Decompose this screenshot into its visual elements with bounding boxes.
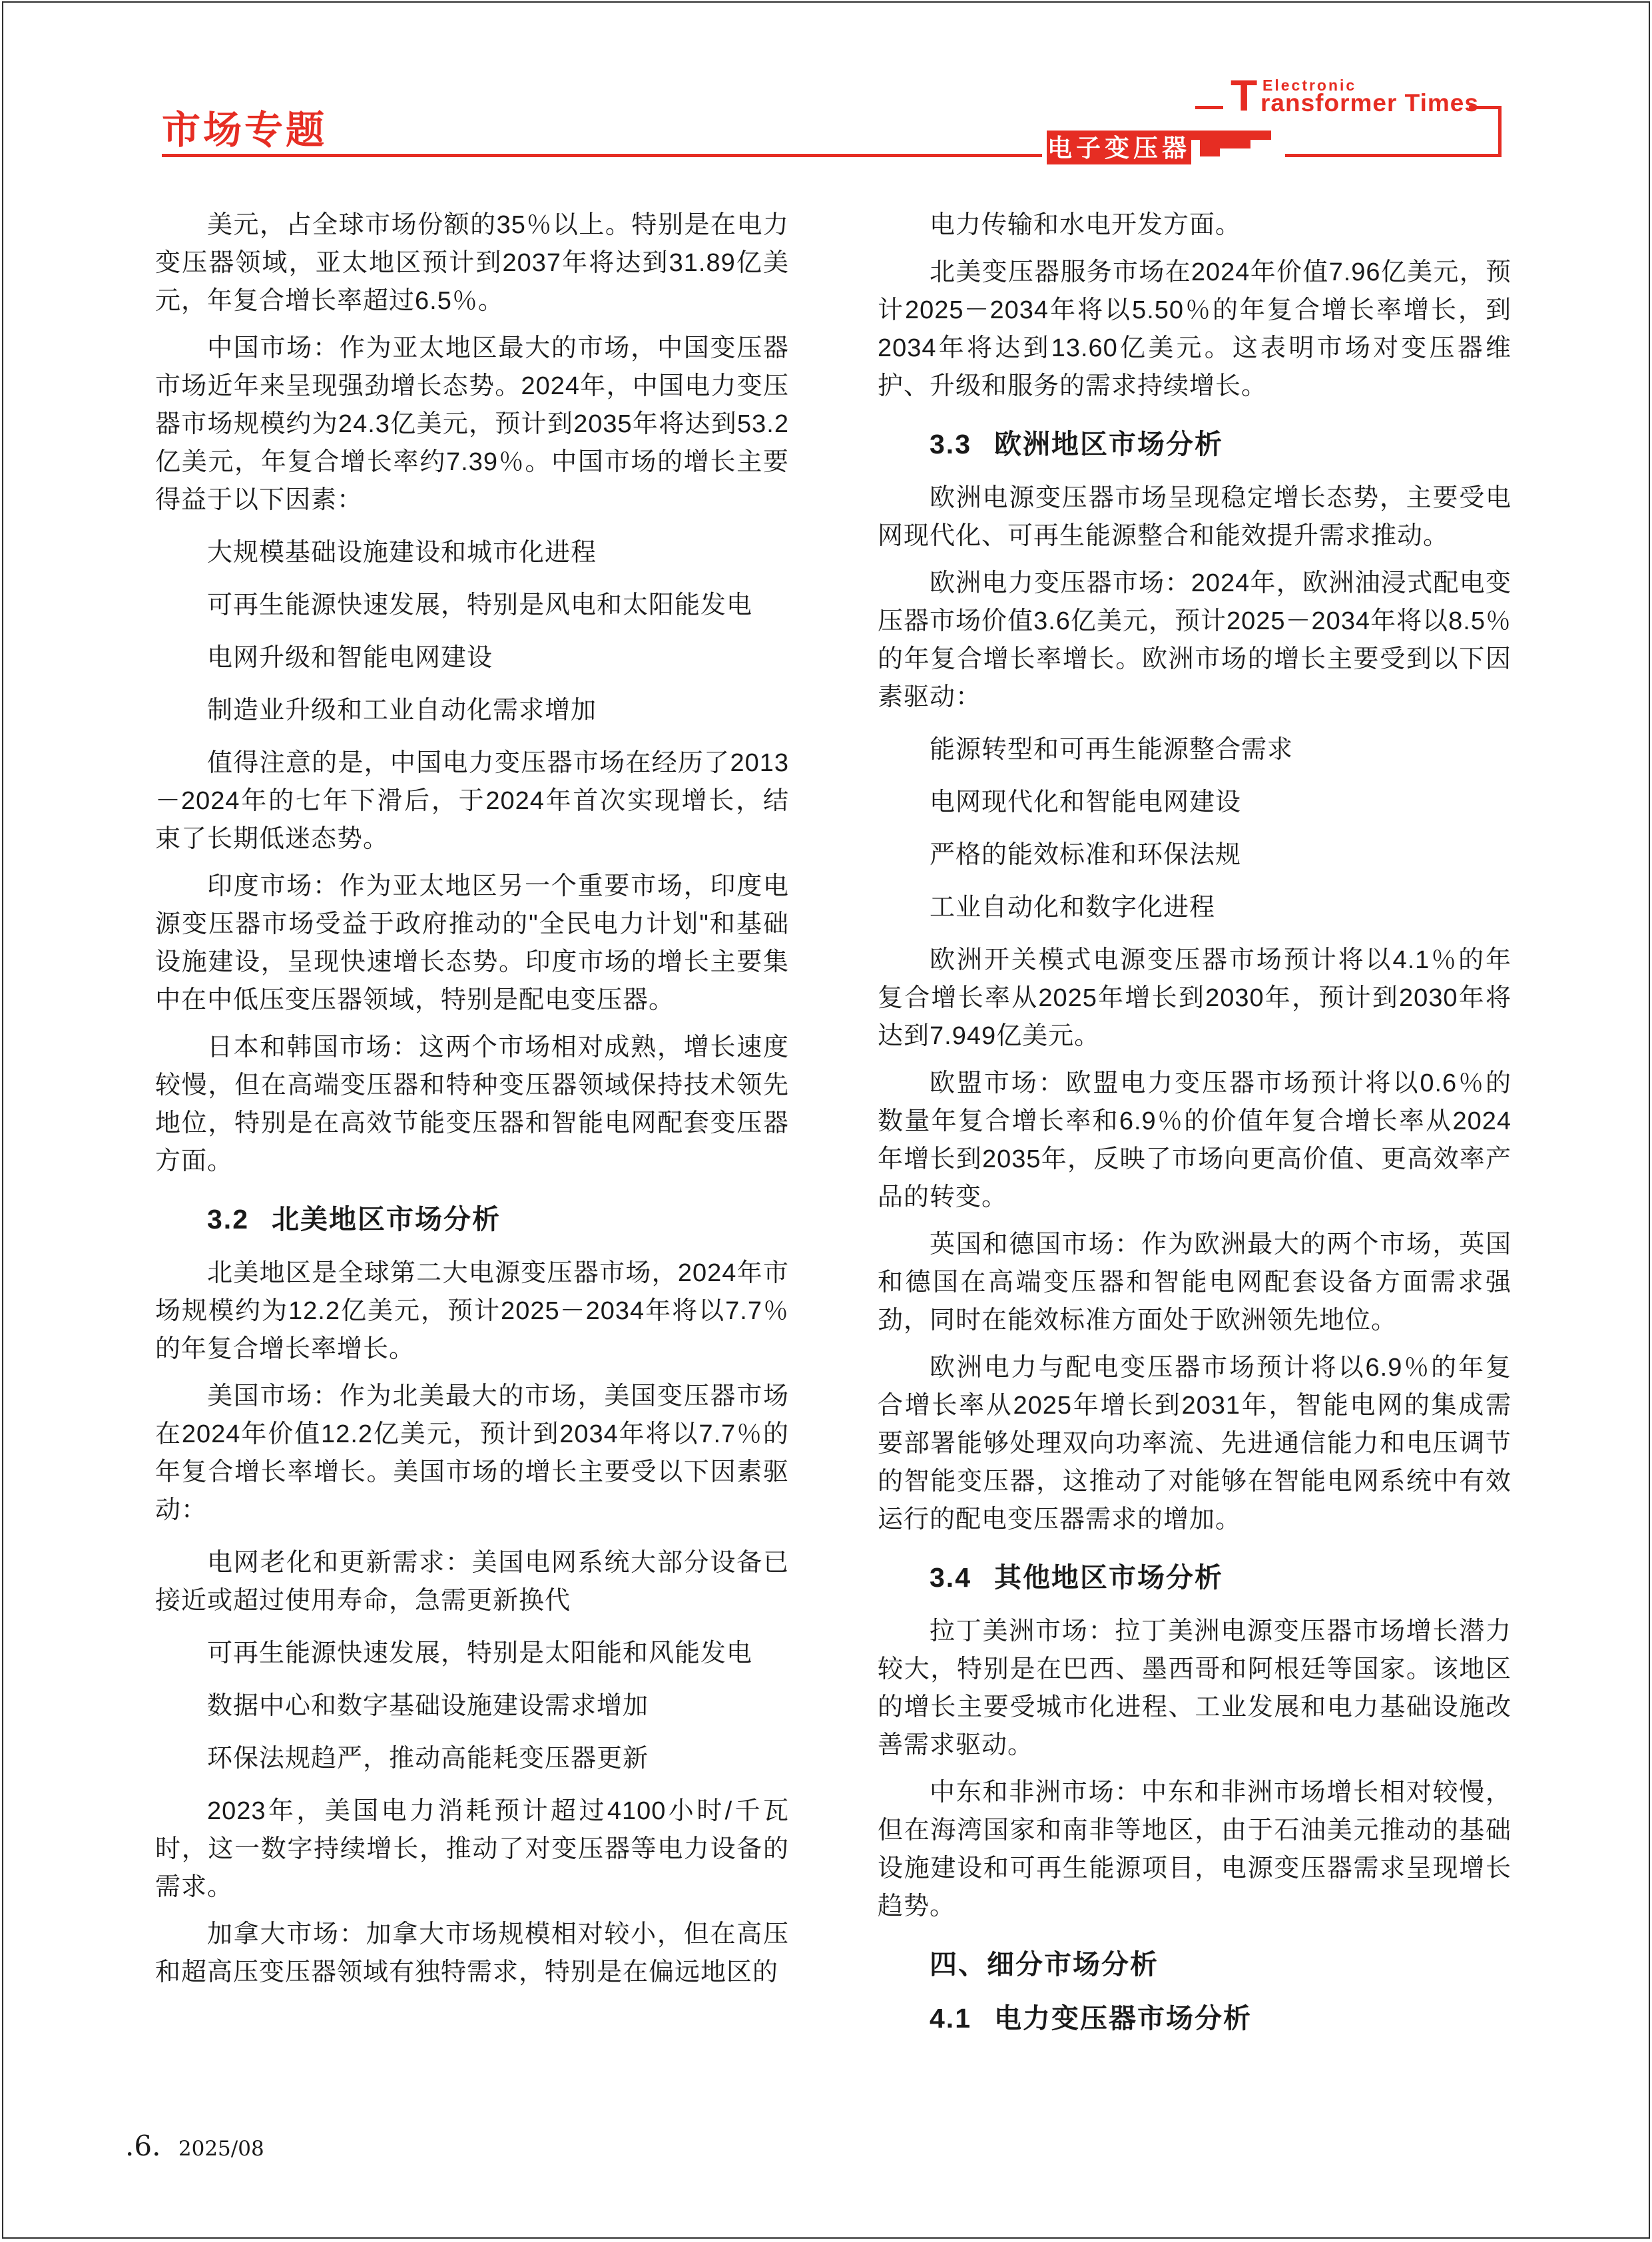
paragraph: 欧盟市场：欧盟电力变压器市场预计将以0.6％的数量年复合增长率和6.9％的价值年复合增长率从2024年增长到2035年，反映了市场向更高价值、更高效率产品的转变。 <box>878 1069 1512 1211</box>
paragraph: 美元，占全球市场份额的35％以上。特别是在电力变压器领域，亚太地区预计到2037年将达到31.89亿美元，年复合增长率超过6.5％。 <box>155 211 789 315</box>
heading-number: 3.3 <box>930 429 971 459</box>
paragraph: 数据中心和数字基础设施建设需求增加 <box>207 1692 649 1720</box>
heading-number: 3.2 <box>207 1204 249 1235</box>
header-rule-right <box>1285 154 1502 157</box>
paragraph: 中国市场：作为亚太地区最大的市场，中国变压器市场近年来呈现强劲增长态势。2024年，中国电力变压器市场规模约为24.3亿美元，预计到2035年将达到53.2亿美元，年复合增长率约7.39％。中国市场的增长主要得益于以下因素： <box>155 334 789 514</box>
paragraph: 印度市场：作为亚太地区另一个重要市场，印度电源变压器市场受益于政府推动的"全民电力计划"和基础设施建设，呈现快速增长态势。印度市场的增长主要集中在中低压变压器领域，特别是配电变压器。 <box>155 872 789 1014</box>
header-rule-left <box>162 154 1042 157</box>
paragraph: 英国和德国市场：作为欧洲最大的两个市场，英国和德国在高端变压器和智能电网配套设备方面需求强劲，同时在能效标准方面处于欧洲领先地位。 <box>878 1231 1512 1334</box>
paragraph: 欧洲开关模式电源变压器市场预计将以4.1％的年复合增长率从2025年增长到2030年，预计到2030年将达到7.949亿美元。 <box>878 946 1512 1050</box>
section-label: 市场专题 <box>162 109 328 152</box>
right-column <box>878 197 1512 2038</box>
paragraph: 欧洲电力变压器市场：2024年，欧洲油浸式配电变压器市场价值3.6亿美元，预计2025－2034年将以8.5％的年复合增长率增长。欧洲市场的增长主要受到以下因素驱动： <box>878 569 1512 711</box>
brand-transformer-times-label: ransformer Times <box>1260 89 1479 117</box>
section-heading: 4.1 电力变压器市场分析 <box>930 2003 1252 2034</box>
paragraph: 大规模基础设施建设和城市化进程 <box>207 539 597 567</box>
paragraph: 工业自动化和数字化进程 <box>930 894 1216 922</box>
brand-electronic-label: Electronic <box>1262 77 1357 94</box>
paragraph: 能源转型和可再生能源整合需求 <box>930 736 1294 764</box>
paragraph: 美国市场：作为北美最大的市场，美国变压器市场在2024年价值12.2亿美元，预计到2034年将以7.7％的年复合增长率增长。美国市场的增长主要受以下因素驱动： <box>155 1382 789 1524</box>
section-heading: 3.2 北美地区市场分析 <box>207 1204 501 1235</box>
stair-step-3-decoration <box>1200 148 1220 156</box>
page-number: .6. <box>125 2129 161 2162</box>
stair-step-2-decoration <box>1200 140 1250 148</box>
paragraph: 可再生能源快速发展，特别是风电和太阳能发电 <box>207 591 753 619</box>
paragraph: 可再生能源快速发展，特别是太阳能和风能发电 <box>207 1639 753 1667</box>
paragraph: 北美地区是全球第二大电源变压器市场，2024年市场规模约为12.2亿美元，预计2025－2034年将以7.7％的年复合增长率增长。 <box>155 1259 789 1363</box>
heading-number: 4.1 <box>930 2003 971 2034</box>
paragraph: 加拿大市场：加拿大市场规模相对较小，但在高压和超高压变压器领域有独特需求，特别是在偏远地区的 <box>155 1920 789 1986</box>
left-column <box>155 197 789 2001</box>
section-heading: 3.3 欧洲地区市场分析 <box>930 429 1223 459</box>
paragraph: 严格的能效标准和环保法规 <box>930 841 1242 869</box>
stair-step-1-decoration <box>1191 131 1271 140</box>
paragraph: 2023年，美国电力消耗预计超过4100小时/千瓦时，这一数字持续增长，推动了对变压器等电力设备的需求。 <box>155 1797 789 1901</box>
issue-date: 2025/08 <box>178 2137 264 2161</box>
paragraph: 日本和韩国市场：这两个市场相对成熟，增长速度较慢，但在高端变压器和特种变压器领域保持技术领先地位，特别是在高效节能变压器和智能电网配套变压器方面。 <box>155 1033 789 1175</box>
paragraph: 电力传输和水电开发方面。 <box>930 211 1242 239</box>
paragraph: 中东和非洲市场：中东和非洲市场增长相对较慢，但在海湾国家和南非等地区，由于石油美元推动的基础设施建设和可再生能源项目，电源变压器需求呈现增长趋势。 <box>878 1779 1512 1920</box>
brand-dash-left <box>1195 106 1223 109</box>
paragraph: 电网升级和智能电网建设 <box>207 644 493 672</box>
brand-bracket-line <box>1498 106 1502 157</box>
paragraph: 电网老化和更新需求：美国电网系统大部分设备已接近或超过使用寿命，急需更新换代 <box>155 1549 789 1615</box>
paragraph: 电网现代化和智能电网建设 <box>930 788 1242 816</box>
paragraph: 拉丁美洲市场：拉丁美洲电源变压器市场增长潜力较大，特别是在巴西、墨西哥和阿根廷等国家。该地区的增长主要受城市化进程、工业发展和电力基础设施改善需求驱动。 <box>878 1617 1512 1759</box>
section-heading: 四、细分市场分析 <box>930 1949 1159 1980</box>
page-footer <box>125 2129 264 2162</box>
paragraph: 值得注意的是，中国电力变压器市场在经历了2013－2024年的七年下滑后，于2024年首次实现增长，结束了长期低迷态势。 <box>155 749 789 853</box>
brand-initial: T <box>1231 71 1258 120</box>
paragraph: 制造业升级和工业自动化需求增加 <box>207 697 597 724</box>
paragraph: 欧洲电源变压器市场呈现稳定增长态势，主要受电网现代化、可再生能源整合和能效提升需求推动。 <box>878 484 1512 550</box>
paragraph: 环保法规趋严，推动高能耗变压器更新 <box>207 1745 649 1773</box>
brand-cn-badge: 电子变压器 <box>1047 131 1191 164</box>
paragraph: 欧洲电力与配电变压器市场预计将以6.9％的年复合增长率从2025年增长到2031年，智能电网的集成需要部署能够处理双向功率流、先进通信能力和电压调节的智能变压器，这推动了对能够在智能电网系统中有效运行的配电变压器需求的增加。 <box>878 1354 1512 1534</box>
heading-number: 3.4 <box>930 1562 971 1593</box>
paragraph: 北美变压器服务市场在2024年价值7.96亿美元，预计2025－2034年将以5.50％的年复合增长率增长，到2034年将达到13.60亿美元。这表明市场对变压器维护、升级和服务的需求持续增长。 <box>878 258 1512 400</box>
section-heading: 3.4 其他地区市场分析 <box>930 1562 1223 1593</box>
